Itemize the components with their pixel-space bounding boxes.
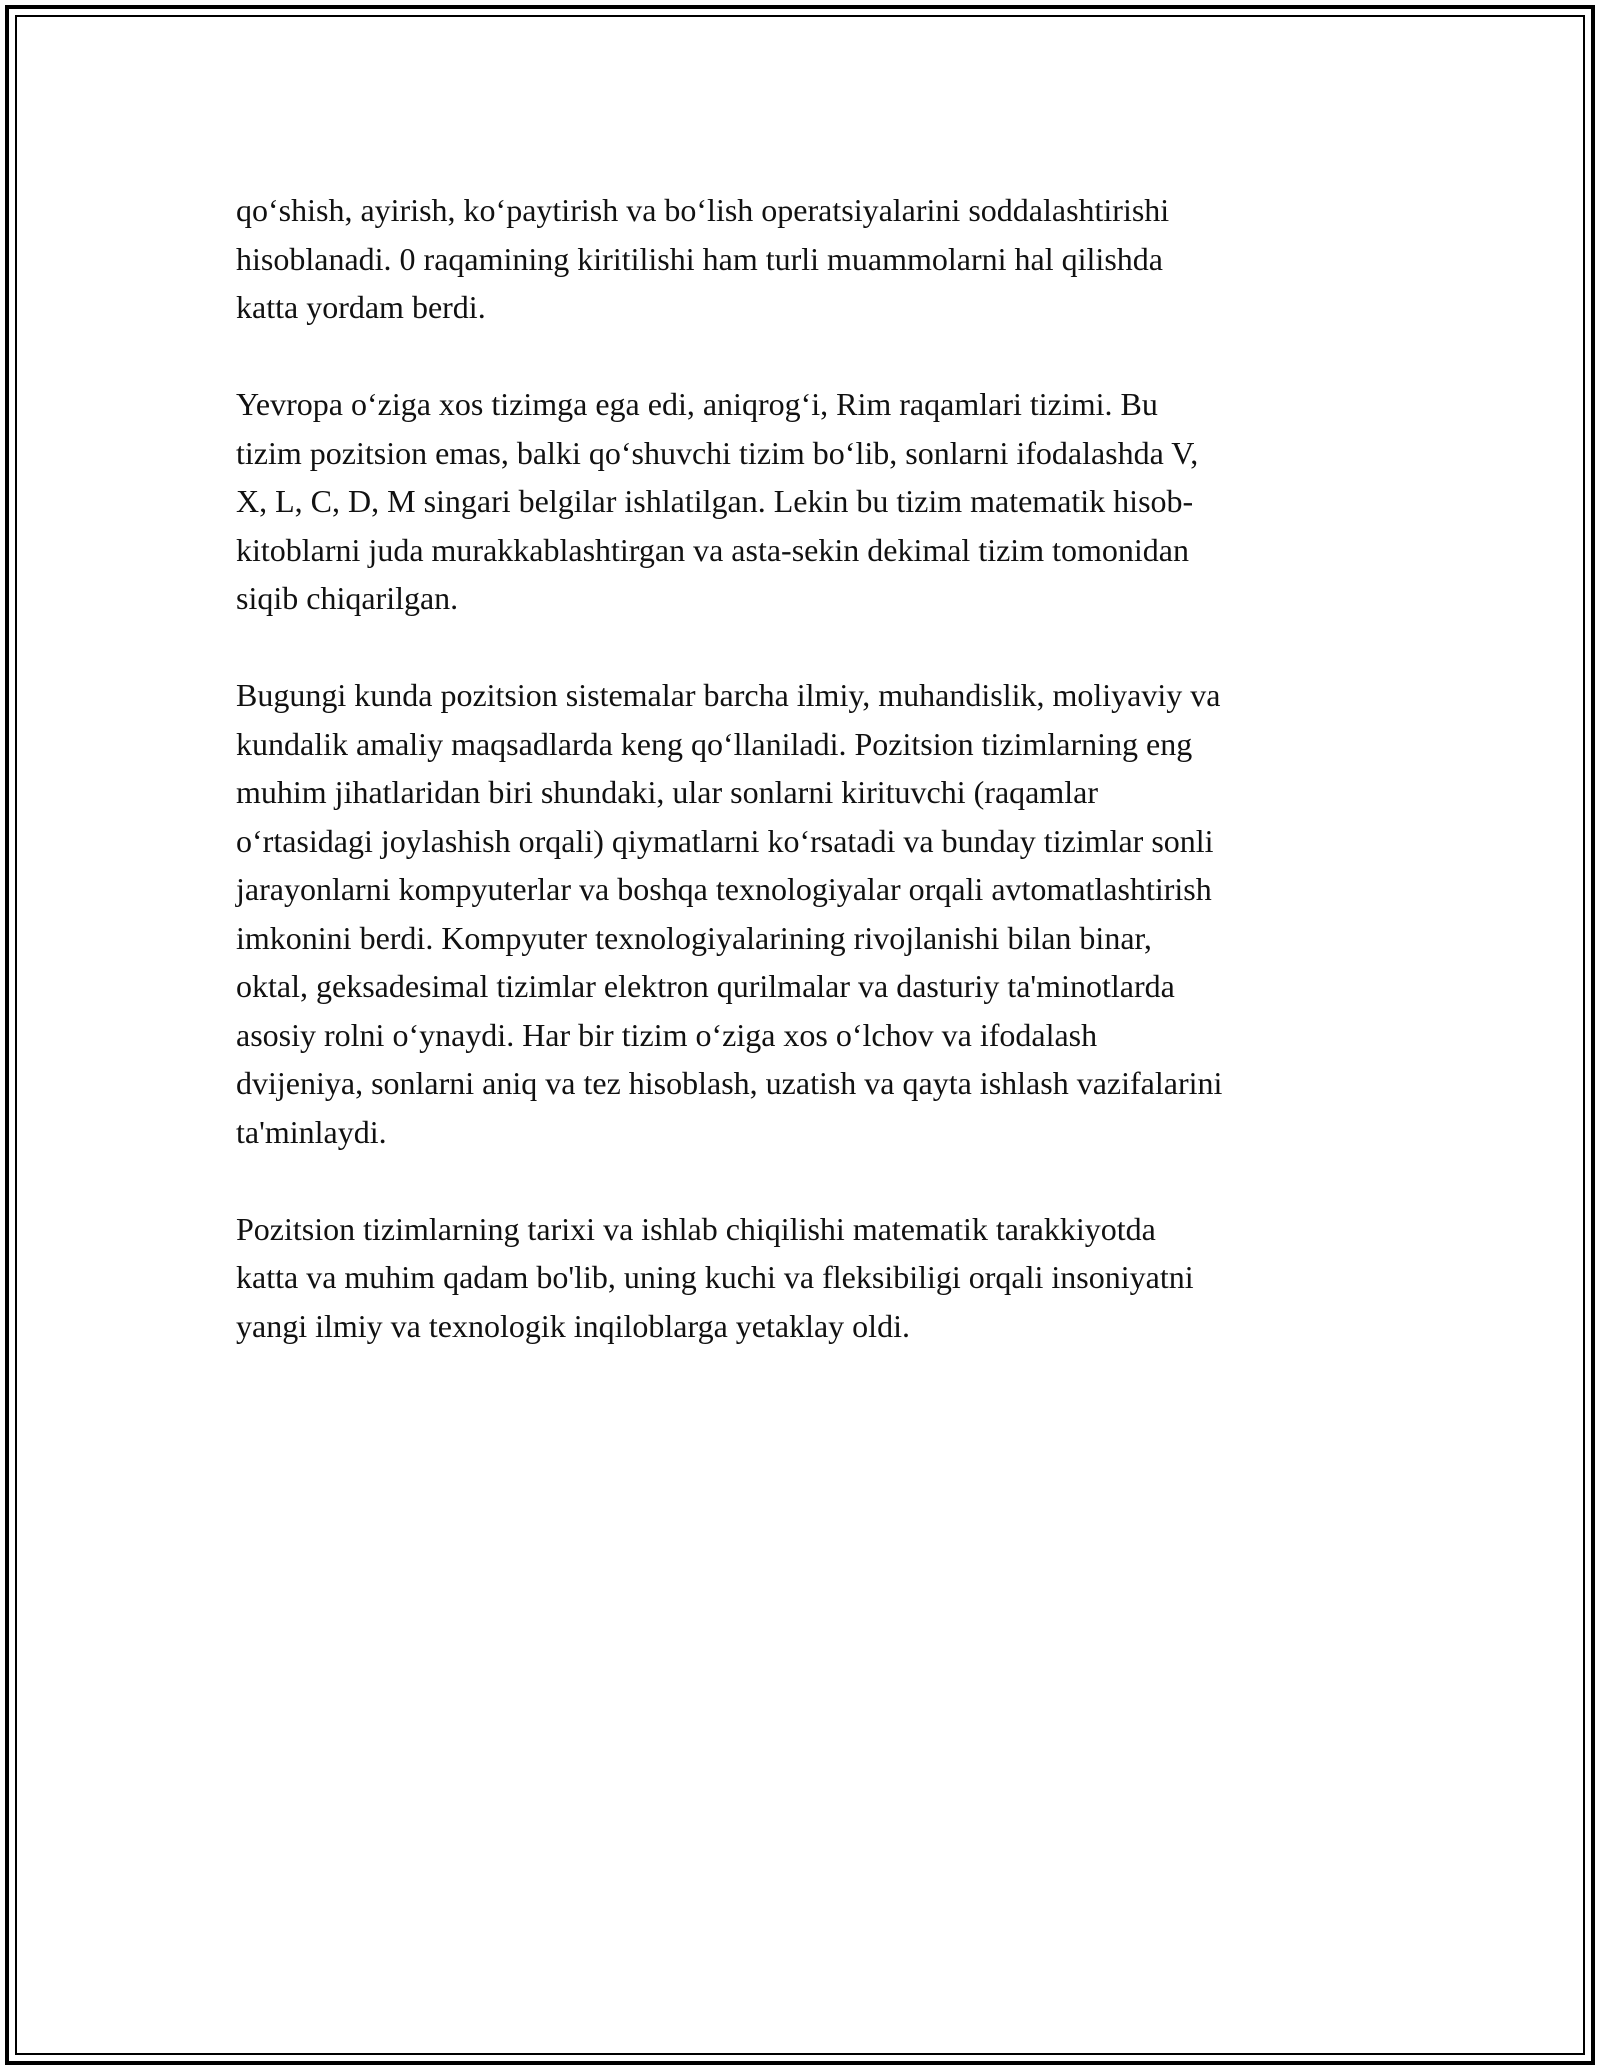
paragraph-2: Yevropa o‘ziga xos tizimga ega edi, aniqrog‘i, Rim raqamlari tizimi. Bu tizim pozitsion emas, balki qo‘shuvchi tizim bo‘lib, sonlarni ifodalashda V, X, L, C, D, M singari belgilar ishlatilgan. Lekin bu tizim matematik hisob- kitoblarni juda murakkablashtirgan va asta-sekin dekimal tizim tomonidan siqib chiqarilgan. <box>236 386 1199 616</box>
paragraph-1: qo‘shish, ayirish, ko‘paytirish va bo‘lish operatsiyalarini soddalashtirishi hisoblanadi. 0 raqamining kiritilishi ham turli muammolarni hal qilishda katta yordam berdi. <box>236 192 1170 325</box>
paragraph-4: Pozitsion tizimlarning tarixi va ishlab chiqilishi matematik tarakkiyotda katta va muhim qadam bo'lib, uning kuchi va fleksibiligi orqali insoniyatni yangi ilmiy va texnologik inqiloblarga yetaklay oldi. <box>236 1210 1194 1344</box>
paragraph-3: Bugungi kunda pozitsion sistemalar barcha ilmiy, muhandislik, moliyaviy va kundalik amaliy maqsadlarda keng qo‘llaniladi. Pozitsion tizimlarning eng muhim jihatlaridan biri shundaki, ular sonlarni kirituvchi (raqamlar o‘rtasidagi joylashish orqali) qiymatlarni ko‘rsatadi va bunday tizimlar sonli jarayonlarni kompyuterlar va boshqa texnologiyalar orqali avtomatlashtirish imkonini berdi. Kompyuter texnologiyalarining rivojlanishi bilan binar, oktal, geksadesimal tizimlar elektron qurilmalar va dasturiy ta'minotlarda asosiy rolni o‘ynaydi. Har bir tizim o‘ziga xos o‘lchov va ifodalash dvijeniya, sonlarni aniq va tez hisoblash, uzatish va qayta ishlash vazifalarini ta'minlaydi. <box>236 677 1223 1150</box>
document-body <box>236 186 1386 1399</box>
